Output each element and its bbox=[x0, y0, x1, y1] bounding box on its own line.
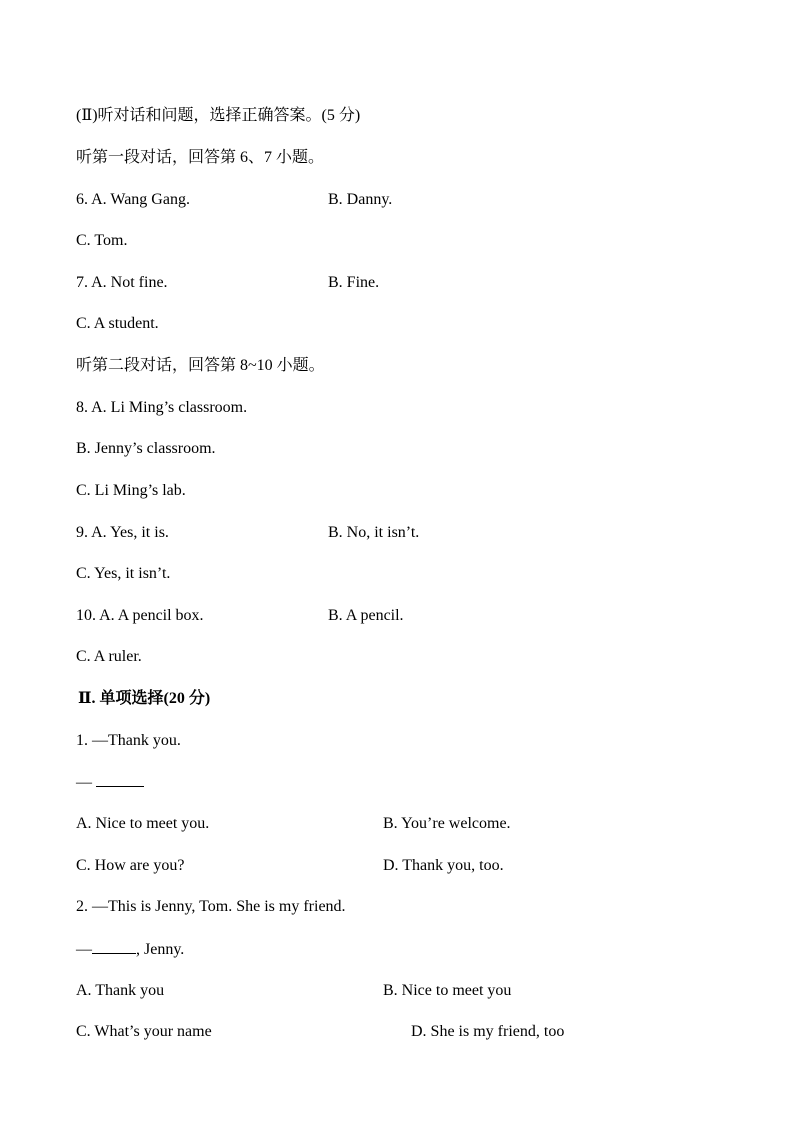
sc-q2-dash: — bbox=[76, 941, 92, 958]
sc-q1-option-c: C. How are you? bbox=[76, 857, 185, 874]
q8-option-a: 8. A. Li Ming’s classroom. bbox=[76, 399, 248, 416]
single-choice-header: Ⅱ. 单项选择(20 分) bbox=[78, 690, 211, 707]
q7-option-a: 7. A. Not fine. bbox=[76, 274, 168, 291]
q9-option-a: 9. A. Yes, it is. bbox=[76, 524, 169, 541]
q6-option-c: C. Tom. bbox=[76, 232, 128, 249]
sc-q2-option-b: B. Nice to meet you bbox=[383, 982, 512, 999]
q8-option-b: B. Jenny’s classroom. bbox=[76, 440, 216, 457]
sc-q1-option-a: A. Nice to meet you. bbox=[76, 815, 210, 832]
sc-q2-option-c: C. What’s your name bbox=[76, 1023, 212, 1040]
q9-option-c: C. Yes, it isn’t. bbox=[76, 565, 171, 582]
dialog1-intro: 听第一段对话，回答第 6、7 小题。 bbox=[76, 149, 325, 166]
sc-q2-prompt: 2. —This is Jenny, Tom. She is my friend. bbox=[76, 898, 346, 915]
q6-option-b: B. Danny. bbox=[328, 191, 393, 208]
answer-blank bbox=[92, 939, 136, 954]
q8-option-c: C. Li Ming’s lab. bbox=[76, 482, 186, 499]
sc-q2-option-d: D. She is my friend, too bbox=[411, 1023, 565, 1040]
sc-q1-answer-line bbox=[76, 772, 144, 793]
q7-option-c: C. A student. bbox=[76, 315, 159, 332]
answer-blank bbox=[96, 772, 144, 787]
sc-q1-dash: — bbox=[76, 774, 96, 791]
q10-option-c: C. A ruler. bbox=[76, 648, 142, 665]
sc-q1-option-b: B. You’re welcome. bbox=[383, 815, 511, 832]
listening-section-header: (Ⅱ)听对话和问题，选择正确答案。(5 分) bbox=[76, 107, 361, 124]
sc-q2-option-a: A. Thank you bbox=[76, 982, 165, 999]
q7-option-b: B. Fine. bbox=[328, 274, 380, 291]
q10-option-b: B. A pencil. bbox=[328, 607, 404, 624]
sc-q2-answer-tail: , Jenny. bbox=[136, 941, 185, 958]
sc-q1-prompt: 1. —Thank you. bbox=[76, 732, 181, 749]
q10-option-a: 10. A. A pencil box. bbox=[76, 607, 204, 624]
dialog2-intro: 听第二段对话，回答第 8~10 小题。 bbox=[76, 357, 325, 374]
q9-option-b: B. No, it isn’t. bbox=[328, 524, 420, 541]
sc-q1-option-d: D. Thank you, too. bbox=[383, 857, 504, 874]
sc-q2-answer-line bbox=[76, 939, 184, 960]
q6-option-a: 6. A. Wang Gang. bbox=[76, 191, 190, 208]
